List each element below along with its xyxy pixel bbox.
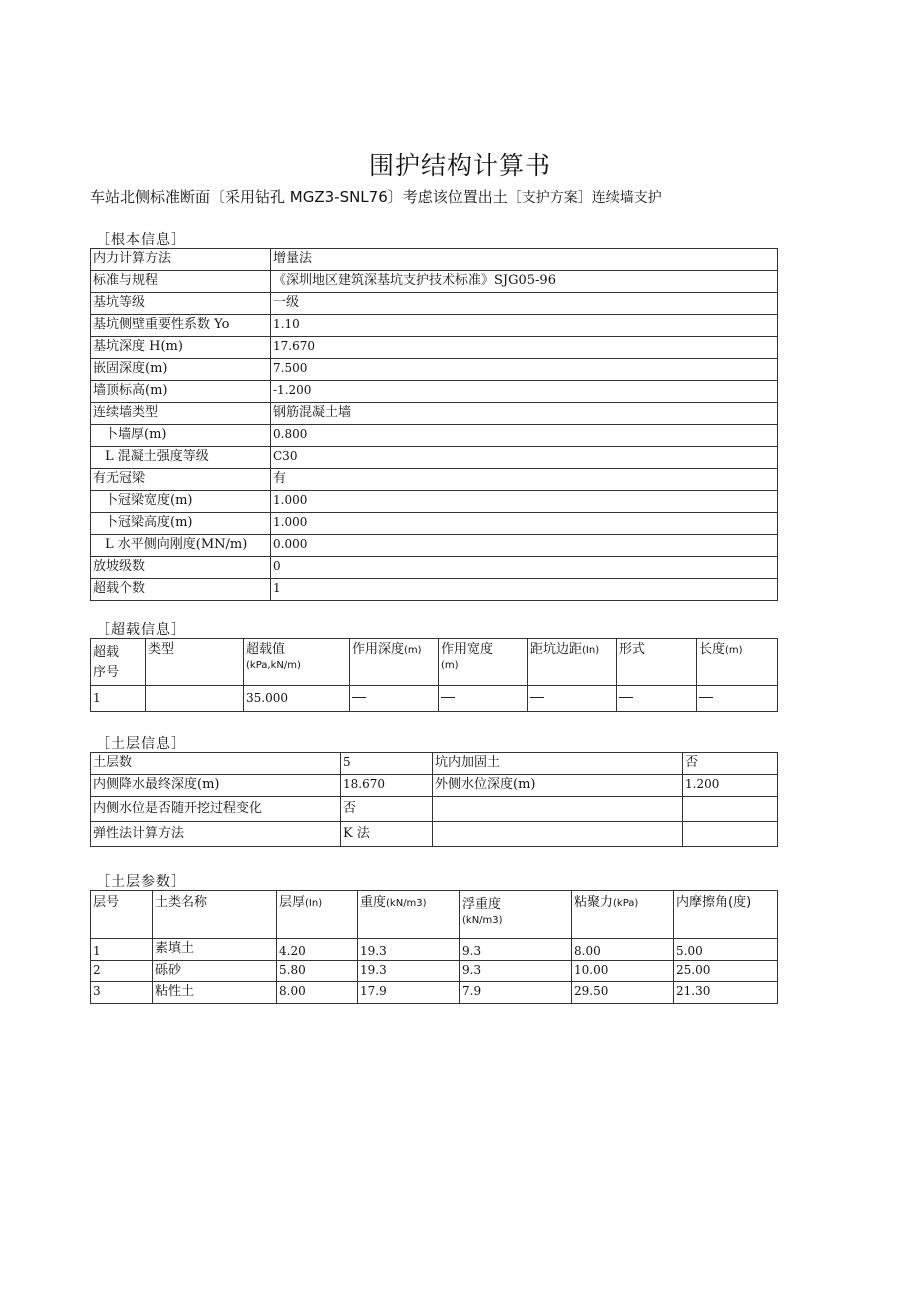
row-label: 基坑深度 H(m) (91, 337, 271, 359)
table-row (91, 271, 778, 293)
cell-buoyant-weight: 7.9 (460, 982, 572, 1004)
row-label: 连续墙类型 (91, 403, 271, 425)
row-value: 7.500 (271, 359, 778, 381)
col-header-width (439, 639, 528, 686)
empty-cell (433, 797, 683, 822)
col-header-buoyant-weight (460, 891, 572, 939)
table-row (91, 491, 778, 513)
soil-value: 18.670 (341, 775, 433, 797)
cell-form (617, 686, 697, 712)
row-value: 0.000 (271, 535, 778, 557)
soil-value: 否 (683, 753, 778, 775)
table-row (91, 775, 778, 797)
col-header-width-unit: (m) (441, 659, 459, 671)
empty-cell (433, 822, 683, 847)
empty-cell (683, 822, 778, 847)
col-header-soil-name: 土类名称 (153, 891, 277, 939)
soil-label: 弹性法计算方法 (91, 822, 341, 847)
col-header-unit-weight-main: 重度 (360, 895, 387, 910)
row-label: 标准与规程 (91, 271, 271, 293)
dash-mark (441, 697, 455, 698)
row-label: 嵌固深度(m) (91, 359, 271, 381)
section-soil-heading: ［土层信息］ (96, 736, 186, 752)
row-value: 《深圳地区建筑深基坑支护技术标准》SJG05-96 (271, 271, 778, 293)
col-header-no-line1: 超载 (93, 645, 120, 660)
cell-thickness: 4.20 (277, 939, 358, 961)
col-header-depth-main: 作用深度 (352, 642, 405, 657)
cell-type (146, 686, 244, 712)
col-header-thickness-main: 层厚 (279, 895, 306, 910)
cell-layer-no: 3 (91, 982, 153, 1004)
row-value: 增量法 (271, 249, 778, 271)
subtitle (90, 186, 850, 207)
section-load-heading: ［超载信息］ (96, 622, 186, 638)
row-value: 1 (271, 579, 778, 601)
col-header-distance (528, 639, 617, 686)
cell-friction-angle: 21.30 (674, 982, 778, 1004)
col-header-depth (350, 639, 439, 686)
table-row (91, 293, 778, 315)
col-header-no-line2: 序号 (93, 664, 120, 680)
col-header-thickness (277, 891, 358, 939)
table-row (91, 961, 778, 982)
cell-friction-angle: 5.00 (674, 939, 778, 961)
page-title: 围护结构计算书 (368, 151, 551, 180)
col-header-form: 形式 (617, 639, 697, 686)
table-row (91, 315, 778, 337)
row-value: 1.000 (271, 513, 778, 535)
row-label: 有无冠梁 (91, 469, 271, 491)
row-label: 墙顶标高(m) (91, 381, 271, 403)
col-header-width-main: 作用宽度 (441, 642, 494, 657)
row-value: -1.200 (271, 381, 778, 403)
cell-unit-weight: 17.9 (358, 982, 460, 1004)
subtitle-scheme: ［支护方案］连续墙支护 (507, 190, 662, 206)
cell-friction-angle: 25.00 (674, 961, 778, 982)
col-header-value (244, 639, 350, 686)
row-label: 卜冠梁宽度(m) (91, 491, 271, 513)
soil-label: 外侧水位深度(m) (433, 775, 683, 797)
cell-buoyant-weight: 9.3 (460, 961, 572, 982)
table-header-row (91, 639, 778, 686)
row-value: 0 (271, 557, 778, 579)
section-layers-heading: ［土层参数］ (96, 874, 186, 890)
table-header-row (91, 891, 778, 939)
soil-value: 5 (341, 753, 433, 775)
dash-mark (699, 697, 713, 698)
cell-depth (350, 686, 439, 712)
row-label: 内力计算方法 (91, 249, 271, 271)
dash-mark (530, 697, 544, 698)
cell-soil-name: 粘性土 (153, 982, 277, 1004)
col-header-layer-no: 层号 (91, 891, 153, 939)
cell-thickness: 8.00 (277, 982, 358, 1004)
table-row (91, 469, 778, 491)
row-label: 基坑等级 (91, 293, 271, 315)
cell-width (439, 686, 528, 712)
col-header-thickness-unit: (In) (305, 898, 323, 909)
col-header-no (91, 639, 146, 686)
table-row (91, 535, 778, 557)
cell-cohesion: 29.50 (572, 982, 674, 1004)
soil-label: 内侧降水最终深度(m) (91, 775, 341, 797)
row-value: 钢筋混凝土墙 (271, 403, 778, 425)
table-row (91, 249, 778, 271)
col-header-length-unit: (m) (725, 645, 743, 656)
empty-cell (683, 797, 778, 822)
table-row (91, 557, 778, 579)
col-header-unit-weight (358, 891, 460, 939)
col-header-unit-weight-unit: (kN/m3) (386, 898, 427, 909)
subtitle-main: 车站北侧标准断面〔采用钻孔 MGZ3-SNL76〕考虑该位置出土 (90, 188, 508, 206)
row-value: 有 (271, 469, 778, 491)
cell-soil-name: 素填土 (153, 939, 277, 961)
col-header-value-main: 超载值 (246, 642, 286, 657)
soil-label: 坑内加固土 (433, 753, 683, 775)
table-row (91, 513, 778, 535)
section-basic-heading: ［根本信息］ (96, 232, 186, 248)
col-header-friction-angle: 内摩擦角(度) (674, 891, 778, 939)
table-row (91, 579, 778, 601)
row-label: 基坑侧壁重要性系数 Yo (91, 315, 271, 337)
table-row (91, 939, 778, 961)
row-value: 17.670 (271, 337, 778, 359)
row-value: 1.10 (271, 315, 778, 337)
cell-unit-weight: 19.3 (358, 939, 460, 961)
cell-buoyant-weight: 9.3 (460, 939, 572, 961)
table-row (91, 686, 778, 712)
table-row (91, 753, 778, 775)
cell-soil-name: 砾砂 (153, 961, 277, 982)
table-row (91, 403, 778, 425)
cell-layer-no: 1 (91, 939, 153, 961)
cell-cohesion: 10.00 (572, 961, 674, 982)
cell-value: 35.000 (244, 686, 350, 712)
table-row (91, 447, 778, 469)
col-header-distance-main: 距坑边距 (530, 642, 583, 657)
cell-layer-no: 2 (91, 961, 153, 982)
row-label: L 混凝土强度等级 (91, 447, 271, 469)
col-header-buoyant-weight-unit: (kN/m3) (462, 914, 503, 926)
cell-length (697, 686, 778, 712)
table-row (91, 425, 778, 447)
row-value: 0.800 (271, 425, 778, 447)
cell-cohesion: 8.00 (572, 939, 674, 961)
col-header-cohesion-main: 粘聚力 (574, 895, 614, 910)
table-row (91, 797, 778, 822)
dash-mark (619, 697, 633, 698)
col-header-depth-unit: (m) (404, 645, 422, 656)
cell-thickness: 5.80 (277, 961, 358, 982)
soil-value: 否 (341, 797, 433, 822)
dash-mark (352, 697, 366, 698)
row-label: L 水平侧向刚度(MN/m) (91, 535, 271, 557)
cell-unit-weight: 19.3 (358, 961, 460, 982)
row-label: 放坡级数 (91, 557, 271, 579)
table-row (91, 359, 778, 381)
load-table (90, 638, 778, 712)
table-row (91, 337, 778, 359)
soil-layers-table (90, 890, 778, 1004)
col-header-type: 类型 (146, 639, 244, 686)
col-header-cohesion (572, 891, 674, 939)
row-value: C30 (271, 447, 778, 469)
col-header-cohesion-unit: (kPa) (613, 898, 639, 909)
col-header-distance-unit: (In) (582, 645, 600, 656)
col-header-length (697, 639, 778, 686)
soil-value: K 法 (341, 822, 433, 847)
table-row (91, 822, 778, 847)
soil-label: 土层数 (91, 753, 341, 775)
basic-info-table (90, 248, 778, 601)
table-row (91, 381, 778, 403)
col-header-length-main: 长度 (699, 642, 726, 657)
row-value: 一级 (271, 293, 778, 315)
soil-label: 内侧水位是否随开挖过程变化 (91, 797, 341, 822)
row-label: 卜墙厚(m) (91, 425, 271, 447)
col-header-buoyant-weight-main: 浮重度 (462, 897, 502, 912)
table-row (91, 982, 778, 1004)
row-label: 卜冠梁高度(m) (91, 513, 271, 535)
soil-value: 1.200 (683, 775, 778, 797)
row-value: 1.000 (271, 491, 778, 513)
row-label: 超载个数 (91, 579, 271, 601)
cell-no: 1 (91, 686, 146, 712)
cell-distance (528, 686, 617, 712)
col-header-value-unit: (kPa,kN/m) (246, 659, 301, 671)
soil-info-table (90, 752, 778, 847)
